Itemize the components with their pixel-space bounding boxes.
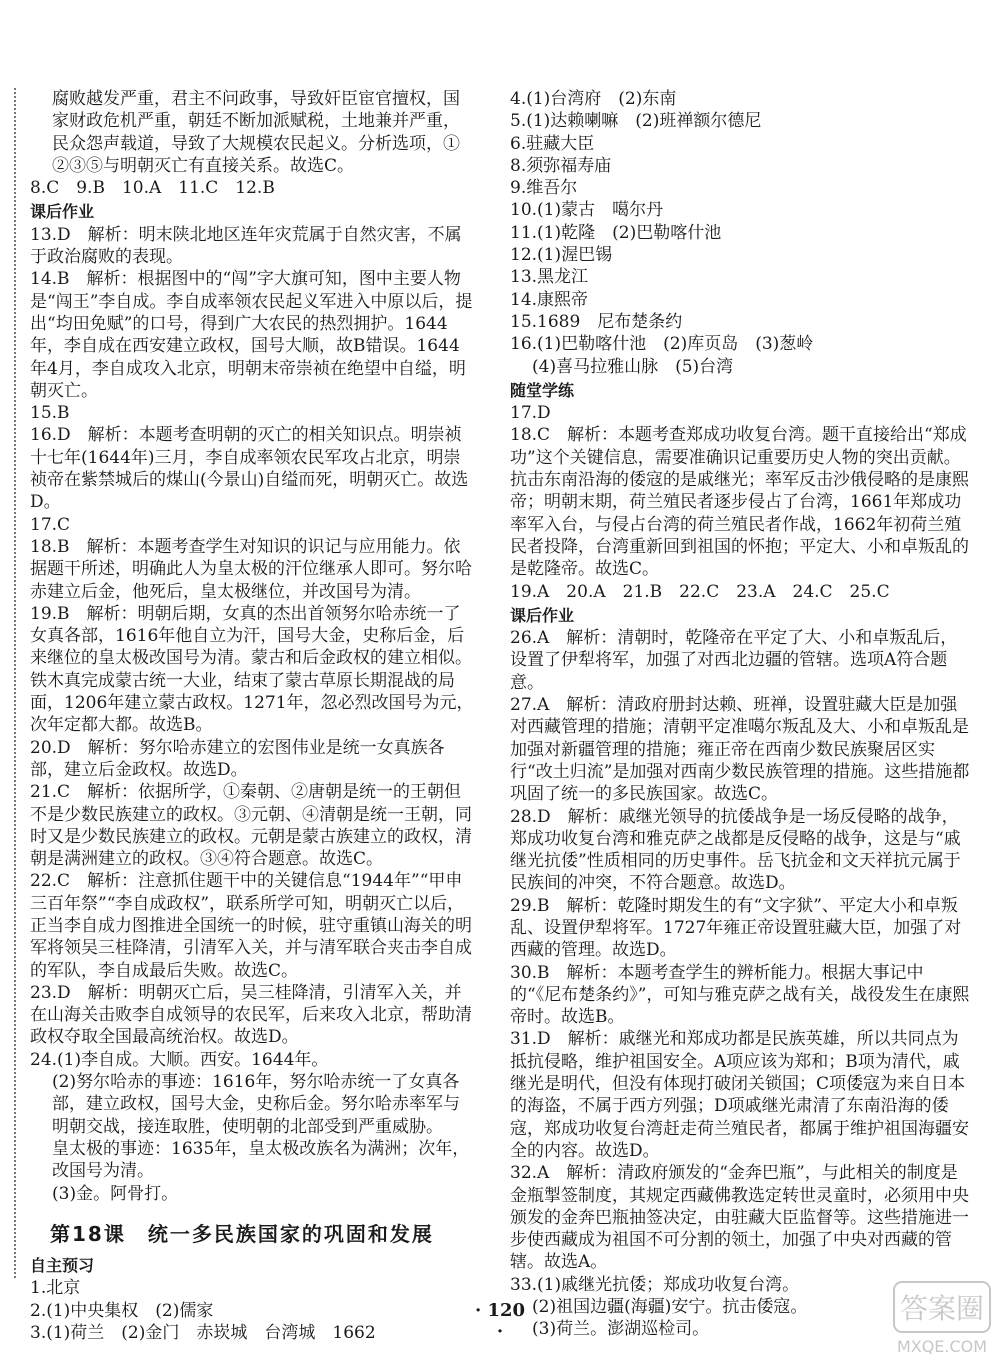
answer-item: 30.B 解析：本题考查学生的辨析能力。根据大事记中的“《尼布楚条约》”，可知与雅克萨之战有关，战役发生在康熙帝时。故选B。 xyxy=(510,962,970,1028)
answer-item: 20.D 解析：努尔哈赤建立的宏图伟业是统一女真族各部，建立后金政权。故选D。 xyxy=(30,737,445,780)
answer-item: 33.(1)戚继光抗倭；郑成功收复台湾。 xyxy=(510,1274,800,1295)
answer-item: 22.C 解析：注意抓住题干中的关键信息“1944年”“甲申三百年祭”“李自成政权”，联系所学可知，明朝灭亡以后，正当李自成力图推进全国统一的时候，驻守重镇山海关的明军将领吴三桂降清，引清军入关，并与清军联合夹击李自成的军队，李自成最后失败。故选C。 xyxy=(30,871,472,981)
answer-item: 15.B xyxy=(30,403,70,424)
section-heading: 随堂学练 xyxy=(510,380,575,400)
faint-header xyxy=(380,0,620,18)
answer-item: 23.D 解析：明朝灭亡后，吴三桂降清，引清军入关，并在山海关击败李自成领导的农民军，后来攻入北京，帮助清政权夺取全国最高统治权。故选D。 xyxy=(30,982,472,1048)
right-column xyxy=(510,88,972,1341)
answer-item: 26.A 解析：清朝时，乾隆帝在平定了大、小和卓叛乱后，设置了伊犁将军，加强了对西北边疆的管辖。选项A符合题意。 xyxy=(510,628,958,693)
answer-item: 16.(1)巴勒喀什池 (2)库页岛 (3)葱岭 xyxy=(510,334,814,355)
answer-item: 10.(1)蒙古 噶尔丹 xyxy=(510,200,664,221)
answer-item: (2)祖国边疆(海疆)安宁。抗击倭寇。 xyxy=(532,1297,808,1318)
answer-item: 2.(1)中央集权 (2)儒家 xyxy=(30,1300,214,1321)
answer-item: 6.驻藏大臣 xyxy=(510,133,595,154)
page-number: · 120 · xyxy=(474,1300,526,1342)
watermark-bottom-text: MXQE.COM xyxy=(896,1337,988,1356)
answer-item: 17.C xyxy=(30,514,71,535)
answer-item: (4)喜马拉雅山脉 (5)台湾 xyxy=(532,356,734,377)
answer-item: 9.维吾尔 xyxy=(510,178,578,199)
answer-item: 4.(1)台湾府 (2)东南 xyxy=(510,89,677,109)
answer-item: 13.黑龙江 xyxy=(510,267,589,288)
section-heading: 自主预习 xyxy=(30,1256,95,1276)
answer-item: (3)金。阿骨打。 xyxy=(52,1183,179,1204)
answer-item: 29.B 解析：乾隆时期发生的有“文字狱”、平定大小和卓叛乱、设置伊犁将军。1727年雍正帝设置驻藏大臣，加强了对西藏的管理。故选D。 xyxy=(510,895,962,961)
answer-item: 5.(1)达赖喇嘛 (2)班禅额尔德尼 xyxy=(510,111,762,132)
answer-item: 18.C 解析：本题考查郑成功收复台湾。题干直接给出“郑成功”这个关键信息，需要准确识记重要历史人物的突出贡献。抗击东南沿海的倭寇的是戚继光；率军反击沙俄侵略的是康熙帝；明朝末期，荷兰殖民者逐步侵占了台湾，1661年郑成功率军入台，与侵占台湾的荷兰殖民者作战，1662年初荷兰殖民者投降，台湾重新回到祖国的怀抱；平定大、小和卓叛乱的是乾隆帝。故选C。 xyxy=(510,425,969,580)
answer-item: (2)努尔哈赤的事迹：1616年，努尔哈赤统一了女真各部，建立政权，国号大金，史称后金。努尔哈赤率军与明朝交战，接连取胜，使明朝的北部受到严重威胁。 xyxy=(52,1072,460,1137)
answer-item: 19.B 解析：明朝后期，女真的杰出首领努尔哈赤统一了女真各部，1616年他自立为汗，国号大金，史称后金，后来继位的皇太极改国号为清。蒙古和后金政权的建立相似。铁木真完成蒙古统一大业，结束了蒙古草原长期混战的局面，1206年建立蒙古政权。1271年，忽必烈改国号为元，次年定都大都。故选B。 xyxy=(30,603,474,736)
left-margin-divider xyxy=(14,88,16,1278)
answer-item: 8.须弥福寿庙 xyxy=(510,155,612,176)
answer-item: (3)荷兰。澎湖巡检司。 xyxy=(532,1319,710,1340)
watermark-top-text: 答案圈 xyxy=(899,1292,985,1325)
left-column xyxy=(30,88,474,1344)
answer-item: 32.A 解析：清政府颁发的“金奔巴瓶”，与此相关的制度是金瓶掣签制度，其规定西藏佛教选定转世灵童时，必须用中央颁发的金奔巴瓶抽签决定，由驻藏大臣监督等。这些措施进一步使西藏成为祖国不可分割的领土，加强了中央对西藏的管辖。故选A。 xyxy=(510,1163,969,1273)
answer-item: 13.D 解析：明末陕北地区连年灾荒属于自然灾害，不属于政治腐败的表现。 xyxy=(30,224,462,268)
answer-item: 28.D 解析：戚继光领导的抗倭战争是一场反侵略的战争，郑成功收复台湾和雅克萨之战都是反侵略的战争，这是与“戚继光抗倭”性质相同的历史事件。岳飞抗金和文天祥抗元属于民族间的冲突，不符合题意。故选D。 xyxy=(510,806,961,894)
answer-item: 18.B 解析：本题考查学生对知识的识记与应用能力。依据题干所述，明确此人为皇太极的汗位继承人即可。努尔哈赤建立后金，他死后，皇太极继位，并改国号为清。 xyxy=(30,536,472,602)
answer-item: 14.康熙帝 xyxy=(510,289,589,310)
answer-item: 19.A 20.A 21.B 22.C 23.A 24.C 25.C xyxy=(510,581,890,602)
section-heading: 课后作业 xyxy=(30,202,95,222)
lesson-title: 第18课 统一多民族国家的巩固和发展 xyxy=(50,1221,434,1246)
watermark-icon xyxy=(892,1276,992,1360)
answer-item: 3.(1)荷兰 (2)金门 赤崁城 台湾城 1662 xyxy=(30,1323,376,1344)
section-heading: 课后作业 xyxy=(510,605,575,625)
answer-item: 皇太极的事迹：1635年，皇太极改族名为满洲；次年，改国号为清。 xyxy=(52,1138,470,1182)
answer-item: 17.D xyxy=(510,403,551,424)
answer-item: 27.A 解析：清政府册封达赖、班禅，设置驻藏大臣是加强对西藏管理的措施；清朝平定准噶尔叛乱及大、小和卓叛乱是加强对新疆管理的措施；雍正帝在西南少数民族聚居区实行“改土归流”是加强对西南少数民族管理的措施。这些措施都巩固了统一的多民族国家。故选C。 xyxy=(510,695,970,805)
answer-item: 8.C 9.B 10.A 11.C 12.B xyxy=(30,178,275,199)
answer-item: 腐败越发严重，君主不问政事，导致奸臣宦官擅权，国家财政危机严重，朝廷不断加派赋税，土地兼并严重，民众怨声载道，导致了大规模农民起义。分析选项，①②③⑤与明朝灭亡有直接关系。故选C。 xyxy=(52,89,460,176)
answer-item: 11.(1)乾隆 (2)巴勒喀什池 xyxy=(510,222,722,243)
watermark-logo xyxy=(892,1276,992,1360)
answer-item: 24.(1)李自成。大顺。西安。1644年。 xyxy=(30,1049,329,1070)
answer-item: 14.B 解析：根据图中的“闯”字大旗可知，图中主要人物是“闯王”李自成。李自成率领农民起义军进入中原以后，提出“均田免赋”的口号，得到广大农民的热烈拥护。1644年，李自成在西安建立政权，国号大顺，故B错误。1644年4月，李自成攻入北京，明朝末帝崇祯在绝望中自缢，明朝灭亡。 xyxy=(30,269,473,401)
answer-item: 12.(1)渥巴锡 xyxy=(510,245,613,266)
answer-item: 16.D 解析：本题考查明朝的灭亡的相关知识点。明崇祯十七年(1644年)三月，李自成率领农民军攻占北京，明崇祯帝在紫禁城后的煤山(今景山)自缢而死，明朝灭亡。故选D。 xyxy=(30,425,469,513)
answer-item: 21.C 解析：依据所学，①秦朝、②唐朝是统一的王朝但不是少数民族建立的政权。③元朝、④清朝是统一王朝，同时又是少数民族建立的政权。元朝是蒙古族建立的政权，清朝是满洲建立的政权。③④符合题意。故选C。 xyxy=(30,782,472,870)
answer-item: 1.北京 xyxy=(30,1278,81,1299)
answer-item: 15.1689 尼布楚条约 xyxy=(510,311,683,332)
answer-item: 31.D 解析：戚继光和郑成功都是民族英雄，所以共同点为抵抗侵略，维护祖国安全。A项应该为郑和；B项为清代，戚继光是明代，但没有体现打破闭关锁国；C项倭寇为来自日本的海盗，不属于西方列强；D项戚继光肃清了东南沿海的倭寇，郑成功收复台湾赶走荷兰殖民者，都属于维护祖国海疆安全的内容。故选D。 xyxy=(510,1029,969,1161)
